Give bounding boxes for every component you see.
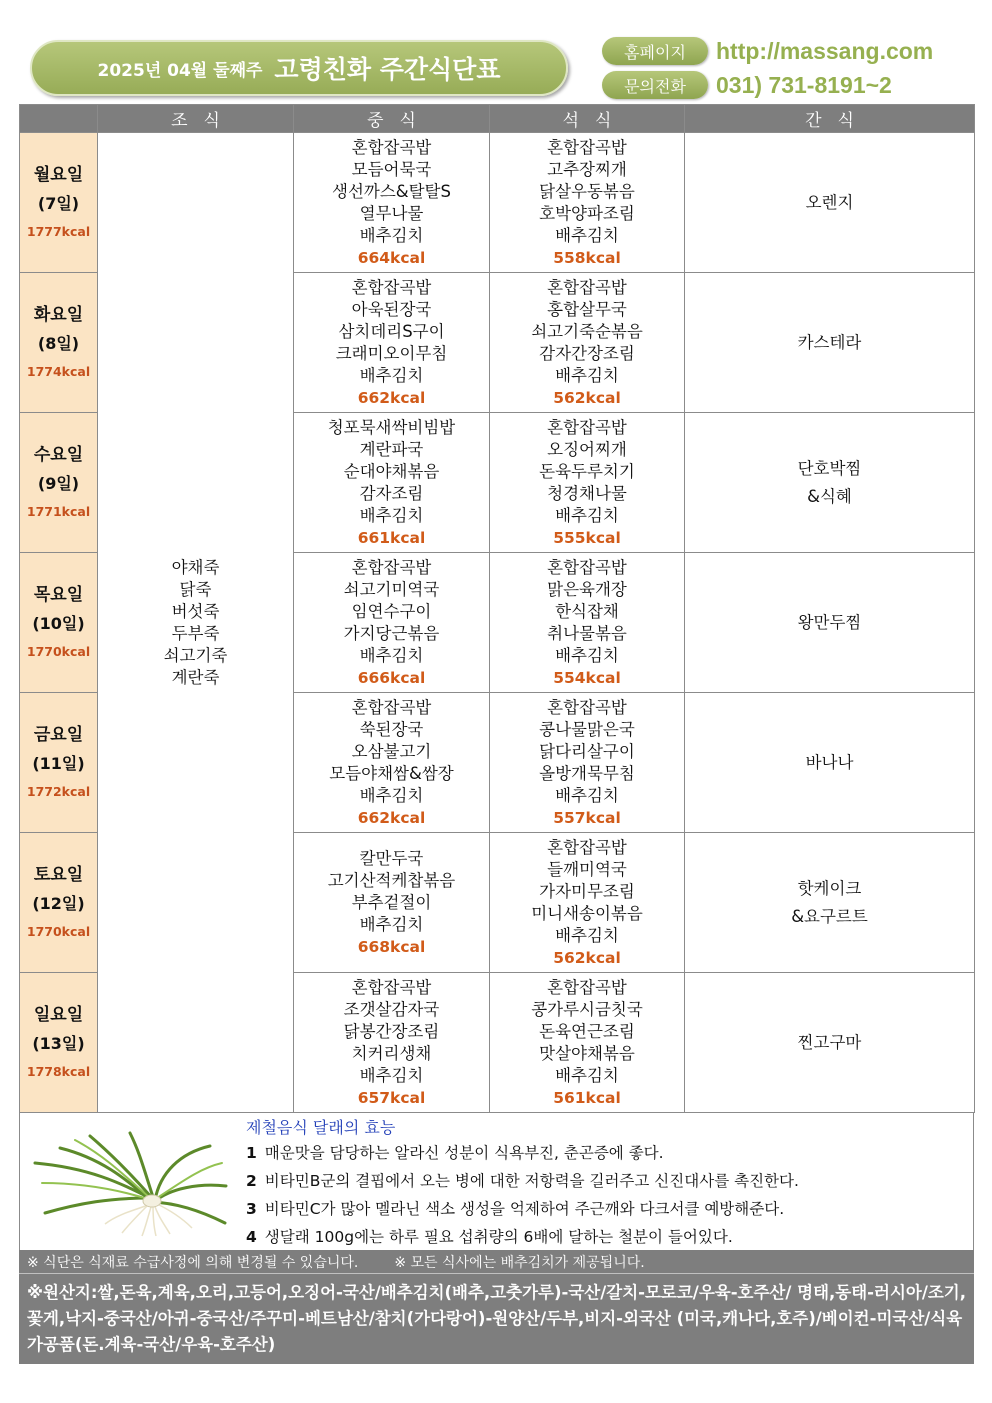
dinner-item: 한식잡채 <box>555 601 619 621</box>
lunch-cell <box>294 413 490 553</box>
dinner-item: 청경채나물 <box>547 483 627 503</box>
page-title <box>30 40 568 96</box>
header-snack: 간식 <box>685 105 975 133</box>
phone-number: 031) 731-8191~2 <box>716 71 892 98</box>
lunch-kcal: 668kcal <box>357 937 426 956</box>
dinner-item: 콩가루시금칫국 <box>531 999 643 1019</box>
breakfast-item: 계란죽 <box>171 667 220 687</box>
snack-item: 바나나 <box>805 752 854 772</box>
header-breakfast: 조식 <box>98 105 294 133</box>
lunch-item: 쑥된장국 <box>359 719 424 739</box>
dinner-item: 배추김치 <box>555 1065 619 1085</box>
homepage-label: 홈페이지 <box>602 37 708 65</box>
day-name: 목요일 <box>33 584 84 605</box>
snack-cell <box>685 693 975 833</box>
lunch-item: 칼만두국 <box>359 848 424 868</box>
dinner-item: 닭다리살구이 <box>539 741 635 761</box>
lunch-item: 조갯살감자국 <box>343 999 440 1019</box>
dinner-item: 미니새송이볶음 <box>531 903 643 923</box>
seasonal-food-box <box>19 1113 974 1251</box>
notice-kimchi: ※ 모든 식사에는 배추김치가 제공됩니다. <box>394 1254 645 1271</box>
lunch-kcal: 666kcal <box>357 668 426 687</box>
header-day <box>20 105 98 133</box>
lunch-item: 크래미오이무침 <box>335 343 448 363</box>
snack-item: 찐고구마 <box>797 1032 862 1052</box>
lunch-cell <box>294 273 490 413</box>
snack-cell <box>685 553 975 693</box>
dinner-kcal: 557kcal <box>553 808 621 827</box>
lunch-cell <box>294 133 490 273</box>
lunch-item: 혼합잡곡밥 <box>351 277 432 297</box>
lunch-item: 부추겉절이 <box>351 892 432 912</box>
dinner-cell <box>490 693 685 833</box>
homepage-url[interactable]: http://massang.com <box>716 37 934 64</box>
lunch-kcal: 662kcal <box>357 808 426 827</box>
day-name: 화요일 <box>33 304 84 325</box>
lunch-item: 배추김치 <box>359 785 424 805</box>
snack-item: 오렌지 <box>805 192 854 212</box>
dinner-item: 혼합잡곡밥 <box>547 557 627 577</box>
dinner-item: 혼합잡곡밥 <box>547 837 627 857</box>
day-date: (11일) <box>32 753 85 773</box>
snack-item: 단호박찜 <box>797 458 862 478</box>
dinner-item: 감자간장조림 <box>539 343 635 363</box>
lunch-item: 순대야채볶음 <box>343 461 440 481</box>
day-name: 금요일 <box>33 724 84 745</box>
day-date: (12일) <box>32 893 85 913</box>
day-date: (9일) <box>37 473 80 493</box>
lunch-item: 모듬야채쌈&쌈장 <box>329 763 454 783</box>
lunch-item: 혼합잡곡밥 <box>351 557 432 577</box>
day-cell <box>20 133 98 273</box>
lunch-kcal: 662kcal <box>357 388 426 407</box>
dinner-item: 혼합잡곡밥 <box>547 277 627 297</box>
dinner-item: 배추김치 <box>555 225 619 245</box>
dinner-item: 올방개묵무침 <box>539 763 635 783</box>
day-cell <box>20 413 98 553</box>
day-total-kcal: 1770kcal <box>26 923 91 939</box>
snack-cell <box>685 833 975 973</box>
breakfast-item: 두부죽 <box>171 623 220 643</box>
dinner-item: 고추장찌개 <box>547 159 627 179</box>
snack-cell <box>685 133 975 273</box>
dinner-item: 닭살우동볶음 <box>539 181 635 201</box>
dinner-kcal: 555kcal <box>553 528 621 547</box>
day-cell <box>20 833 98 973</box>
lunch-item: 가지당근볶음 <box>343 623 440 643</box>
breakfast-item: 버섯죽 <box>171 601 220 621</box>
lunch-kcal: 664kcal <box>357 248 426 267</box>
day-cell <box>20 553 98 693</box>
lunch-item: 감자조림 <box>359 483 424 503</box>
lunch-item: 혼합잡곡밥 <box>351 697 432 717</box>
dinner-item: 쇠고기죽순볶음 <box>531 321 643 341</box>
table-header-row <box>20 105 975 133</box>
dinner-item: 가자미무조림 <box>539 881 635 901</box>
dinner-item: 혼합잡곡밥 <box>547 977 627 997</box>
snack-cell <box>685 413 975 553</box>
lunch-item: 치커리생채 <box>351 1043 432 1063</box>
facts-title: 제철음식 달래의 효능 <box>246 1118 396 1137</box>
day-total-kcal: 1772kcal <box>26 783 91 799</box>
dinner-cell <box>490 973 685 1113</box>
day-date: (7일) <box>37 193 80 213</box>
wild-chive-image <box>30 1128 230 1238</box>
lunch-item: 배추김치 <box>359 1065 424 1085</box>
snack-item: &식혜 <box>807 486 852 506</box>
dinner-item: 취나물볶음 <box>547 623 627 643</box>
lunch-item: 혼합잡곡밥 <box>351 137 432 157</box>
dinner-item: 홍합살무국 <box>547 299 627 319</box>
fact-item: 3 비타민C가 많아 멜라닌 색소 생성을 억제하여 주근깨와 다크서클 예방해준다. <box>246 1200 785 1218</box>
lunch-cell <box>294 693 490 833</box>
dinner-item: 돈육두루치기 <box>539 461 635 481</box>
lunch-item: 닭봉간장조림 <box>343 1021 440 1041</box>
lunch-item: 배추김치 <box>359 365 424 385</box>
dinner-item: 오징어찌개 <box>547 439 627 459</box>
dinner-item: 들깨미역국 <box>547 859 627 879</box>
breakfast-item: 닭죽 <box>179 579 212 599</box>
day-date: (10일) <box>32 613 85 633</box>
title-week: 2025년 04월 둘째주 <box>97 60 263 81</box>
lunch-item: 배추김치 <box>359 645 424 665</box>
dinner-cell <box>490 553 685 693</box>
lunch-kcal: 657kcal <box>357 1088 426 1107</box>
title-main: 고령친화 주간식단표 <box>274 55 501 84</box>
phone-row <box>602 70 892 100</box>
dinner-item: 혼합잡곡밥 <box>547 697 627 717</box>
notice-change: ※ 식단은 식재료 수급사정에 의해 변경될 수 있습니다. <box>27 1254 359 1271</box>
dinner-item: 배추김치 <box>555 645 619 665</box>
weekly-menu-table <box>19 104 975 1113</box>
dinner-kcal: 561kcal <box>553 1088 621 1107</box>
lunch-item: 배추김치 <box>359 914 424 934</box>
lunch-item: 배추김치 <box>359 505 424 525</box>
day-date: (8일) <box>37 333 80 353</box>
snack-item: &요구르트 <box>791 906 868 926</box>
snack-item: 카스테라 <box>797 332 862 352</box>
lunch-item: 열무나물 <box>359 203 424 223</box>
dinner-item: 돈육연근조림 <box>539 1021 635 1041</box>
dinner-kcal: 554kcal <box>553 668 621 687</box>
breakfast-item: 쇠고기죽 <box>163 645 228 665</box>
day-total-kcal: 1778kcal <box>26 1063 91 1079</box>
breakfast-item: 야채죽 <box>171 557 220 577</box>
fact-item: 2 비타민B군의 결핍에서 오는 병에 대한 저항력을 길러주고 신진대사를 촉진한다. <box>246 1172 799 1190</box>
dinner-item: 혼합잡곡밥 <box>547 137 627 157</box>
day-cell <box>20 273 98 413</box>
dinner-cell <box>490 273 685 413</box>
lunch-item: 계란파국 <box>359 439 424 459</box>
dinner-item: 배추김치 <box>555 505 619 525</box>
lunch-item: 삼치데리S구이 <box>338 321 445 341</box>
day-cell <box>20 973 98 1113</box>
day-name: 일요일 <box>33 1004 84 1025</box>
homepage-row <box>602 36 933 66</box>
phone-label: 문의전화 <box>602 71 708 99</box>
day-total-kcal: 1770kcal <box>26 643 91 659</box>
origin-info: ※원산지:쌀,돈육,계육,오리,고등어,오징어-국산/배추김치(배추,고춧가루)-국산/갈치-모로코/우육-호주산/ 명태,동태-러시아/조기,꽃게,낙지-중국산/아귀-중국산/주꾸미-베트남산/참치(가다랑어)-원양산/두부,비지-외국산 (미국,캐나다,호주)/베이컨-미국산/식육가공품(돈.계육-국산/우육-호주산) <box>19 1273 974 1364</box>
lunch-item: 혼합잡곡밥 <box>351 977 432 997</box>
day-name: 수요일 <box>33 444 84 465</box>
dinner-item: 맛살야채볶음 <box>539 1043 635 1063</box>
lunch-item: 생선까스&탈탈S <box>332 181 451 201</box>
dinner-cell <box>490 413 685 553</box>
lunch-item: 청포묵새싹비빔밥 <box>327 417 456 437</box>
lunch-item: 고기산적케찹볶음 <box>327 870 456 890</box>
breakfast-cell <box>98 133 294 1113</box>
lunch-item: 모듬어묵국 <box>351 159 432 179</box>
dinner-kcal: 562kcal <box>553 948 621 967</box>
day-cell <box>20 693 98 833</box>
dinner-kcal: 558kcal <box>553 248 621 267</box>
dinner-item: 배추김치 <box>555 365 619 385</box>
lunch-item: 오삼불고기 <box>351 741 432 761</box>
fact-item: 4 생달래 100g에는 하루 필요 섭취량의 6배에 달하는 철분이 들어있다. <box>246 1228 733 1246</box>
fact-item: 1 매운맛을 담당하는 알라신 성분이 식욕부진, 춘곤증에 좋다. <box>246 1144 664 1162</box>
lunch-item: 아욱된장국 <box>351 299 432 319</box>
snack-cell <box>685 973 975 1113</box>
snack-item: 왕만두찜 <box>797 612 862 632</box>
dinner-cell <box>490 133 685 273</box>
dinner-item: 콩나물맑은국 <box>539 719 635 739</box>
snack-item: 핫케이크 <box>797 878 862 898</box>
lunch-cell <box>294 973 490 1113</box>
dinner-cell <box>490 833 685 973</box>
day-total-kcal: 1774kcal <box>26 363 91 379</box>
day-name: 월요일 <box>33 164 84 185</box>
header-lunch: 중식 <box>294 105 490 133</box>
notice-bar <box>19 1250 974 1273</box>
day-date: (13일) <box>32 1033 85 1053</box>
day-total-kcal: 1771kcal <box>26 503 91 519</box>
lunch-cell <box>294 833 490 973</box>
lunch-item: 쇠고기미역국 <box>343 579 440 599</box>
header-dinner: 석식 <box>490 105 685 133</box>
lunch-kcal: 661kcal <box>357 528 426 547</box>
snack-cell <box>685 273 975 413</box>
dinner-item: 맑은육개장 <box>547 579 627 599</box>
dinner-item: 배추김치 <box>555 785 619 805</box>
table-row <box>20 133 975 273</box>
lunch-cell <box>294 553 490 693</box>
dinner-item: 호박양파조림 <box>539 203 635 223</box>
lunch-item: 임연수구이 <box>351 601 432 621</box>
day-name: 토요일 <box>33 864 84 885</box>
dinner-kcal: 562kcal <box>553 388 621 407</box>
day-total-kcal: 1777kcal <box>26 223 91 239</box>
dinner-item: 배추김치 <box>555 925 619 945</box>
lunch-item: 배추김치 <box>359 225 424 245</box>
dinner-item: 혼합잡곡밥 <box>547 417 627 437</box>
